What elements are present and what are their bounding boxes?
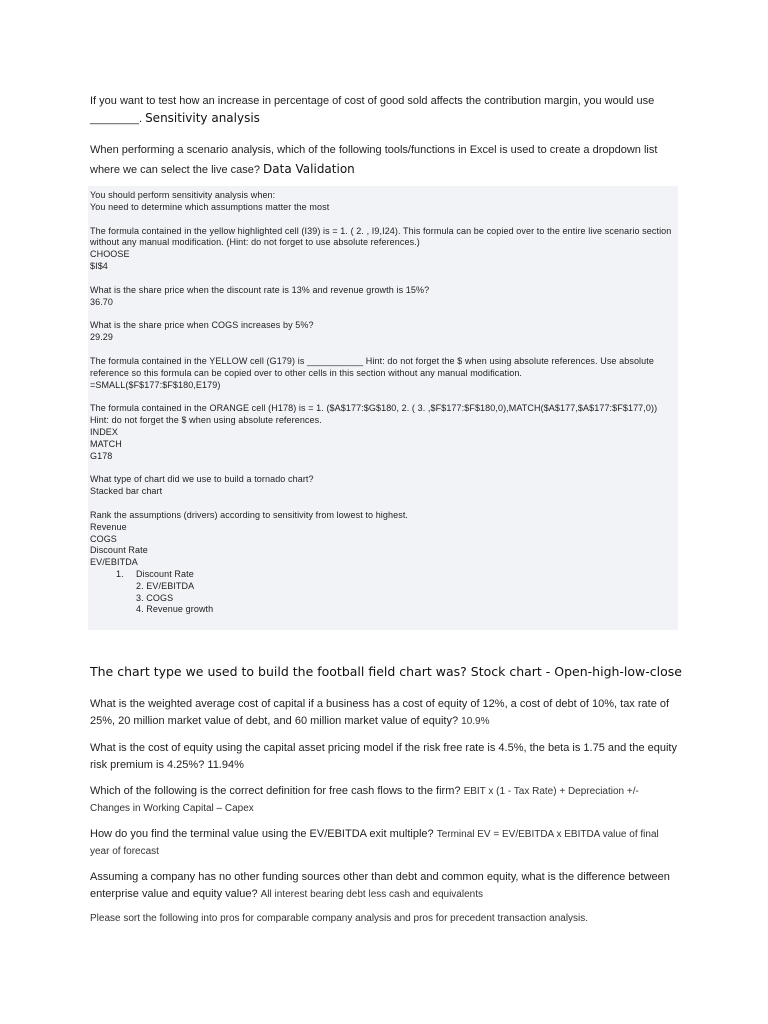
answer-text: Data Validation — [263, 162, 355, 176]
question-ev-equity — [90, 869, 680, 903]
sort-instruction: Please sort the following into pros for comparable company analysis and pros for precedent transaction analysis. — [90, 913, 589, 924]
box-answer: INDEX — [90, 426, 119, 437]
answer-text: All interest bearing debt less cash and equivalents — [260, 889, 483, 900]
box-answer: CHOOSE — [90, 249, 130, 260]
box-text: Rank the assumptions (drivers) according to sensitivity from lowest to highest. — [90, 509, 409, 520]
box-answer: 36.70 — [90, 296, 114, 307]
box-text: What is the share price when the discount rate is 13% and revenue growth is 15%? — [90, 284, 430, 295]
question-sentence-line-2: where we can select the live case? — [90, 164, 260, 176]
question-wacc — [90, 696, 680, 730]
box-text: The formula contained in the yellow highlighted cell (I39) is = 1. ( 2. , I9,I24). This formula can be copied over to the entire live scenario section without any manual modification. (Hint: do not forget to use absolute references.) — [90, 225, 672, 248]
box-text: You need to determine which assumptions matter the most — [90, 201, 330, 212]
box-text: What is the share price when COGS increases by 5%? — [90, 320, 314, 331]
ranked-list-item: 2. EV/EBITDA — [136, 580, 195, 591]
box-text: Hint: do not forget the $ when using absolute references. — [90, 415, 322, 426]
box-text: What type of chart did we use to build a tornado chart? — [90, 474, 314, 485]
list-number: 1. — [116, 568, 124, 579]
box-answer: Stacked bar chart — [90, 486, 163, 497]
question-data-validation — [90, 141, 680, 180]
box-text: The formula contained in the YELLOW cell (G179) is ___________ Hint: do not forget the $ when using absolute references. Use absolute reference so this formula can be copied over to other cells in this section without any manual modification. — [90, 355, 654, 378]
box-option: Discount Rate — [90, 545, 148, 556]
ranked-list-item — [90, 569, 676, 581]
box-answer: MATCH — [90, 438, 122, 449]
box-option: EV/EBITDA — [90, 557, 138, 568]
answer-text: EBIT x (1 - Tax Rate) + Depreciation +/- Changes in Working Capital – Capex — [90, 786, 639, 814]
box-option: COGS — [90, 533, 117, 544]
question-text — [90, 141, 680, 180]
question-text — [90, 93, 680, 128]
question-text — [90, 783, 680, 817]
question-text — [90, 869, 680, 903]
question-sentence: If you want to test how an increase in percentage of cost of good sold affects the contribution margin, you would use — [90, 95, 655, 107]
ranked-list-item: 4. Revenue growth — [136, 604, 214, 615]
question-sentence-line-1: When performing a scenario analysis, which of the following tools/functions in Excel is used to create a dropdown list — [90, 144, 658, 156]
question-text — [90, 696, 680, 730]
question-sentence: What is the cost of equity using the capital asset pricing model if the risk free rate is 4.5%, the beta is 1.75 and the equity risk premium is 4.25%? — [90, 742, 677, 771]
question-capm — [90, 740, 680, 774]
box-text: The formula contained in the ORANGE cell (H178) is = 1. ($A$177:$G$180, 2. ( 3. ,$F$177:$F$180,0),MATCH($A$177,$A$177:$F$177,0)) — [90, 403, 658, 414]
answer-text: 11.94% — [207, 759, 244, 771]
ranked-list-item: 3. COGS — [136, 592, 174, 603]
box-answer: 29.29 — [90, 332, 114, 343]
question-sensitivity — [90, 93, 680, 128]
box-answer: $I$4 — [90, 260, 108, 271]
quiz-answers-content — [90, 190, 676, 616]
question-sentence: Assuming a company has no other funding sources other than debt and common equity, what is the difference between enterprise value and equity value? — [90, 871, 670, 900]
answer-text: Terminal EV = EV/EBITDA x EBITDA value of final year of forecast — [90, 829, 659, 857]
question-text — [90, 826, 680, 860]
box-option: Revenue — [90, 521, 127, 532]
box-text: You should perform sensitivity analysis when: — [90, 190, 276, 200]
quiz-answers-panel — [88, 186, 678, 630]
question-terminal-value — [90, 826, 680, 860]
box-answer: =SMALL($F$177:$F$180,E179) — [90, 379, 221, 390]
question-sentence: Which of the following is the correct definition for free cash flows to the firm? — [90, 785, 461, 797]
list-item-label: Discount Rate — [136, 568, 194, 579]
question-text — [90, 740, 680, 774]
question-fcf — [90, 783, 680, 817]
answer-text: 10.9% — [461, 716, 490, 727]
question-sentence: How do you find the terminal value using the EV/EBITDA exit multiple? — [90, 828, 434, 840]
answer-text: Sensitivity analysis — [145, 111, 260, 125]
answer-blank: ________. — [90, 113, 142, 125]
football-field-heading: The chart type we used to build the football field chart was? Stock chart - Open-high-low-close — [90, 664, 682, 679]
question-sentence: What is the weighted average cost of capital if a business has a cost of equity of 12%, a cost of debt of 10%, tax rate of 25%, 20 million market value of debt, and 60 million market value of equity? — [90, 698, 670, 727]
box-answer: G178 — [90, 450, 113, 461]
